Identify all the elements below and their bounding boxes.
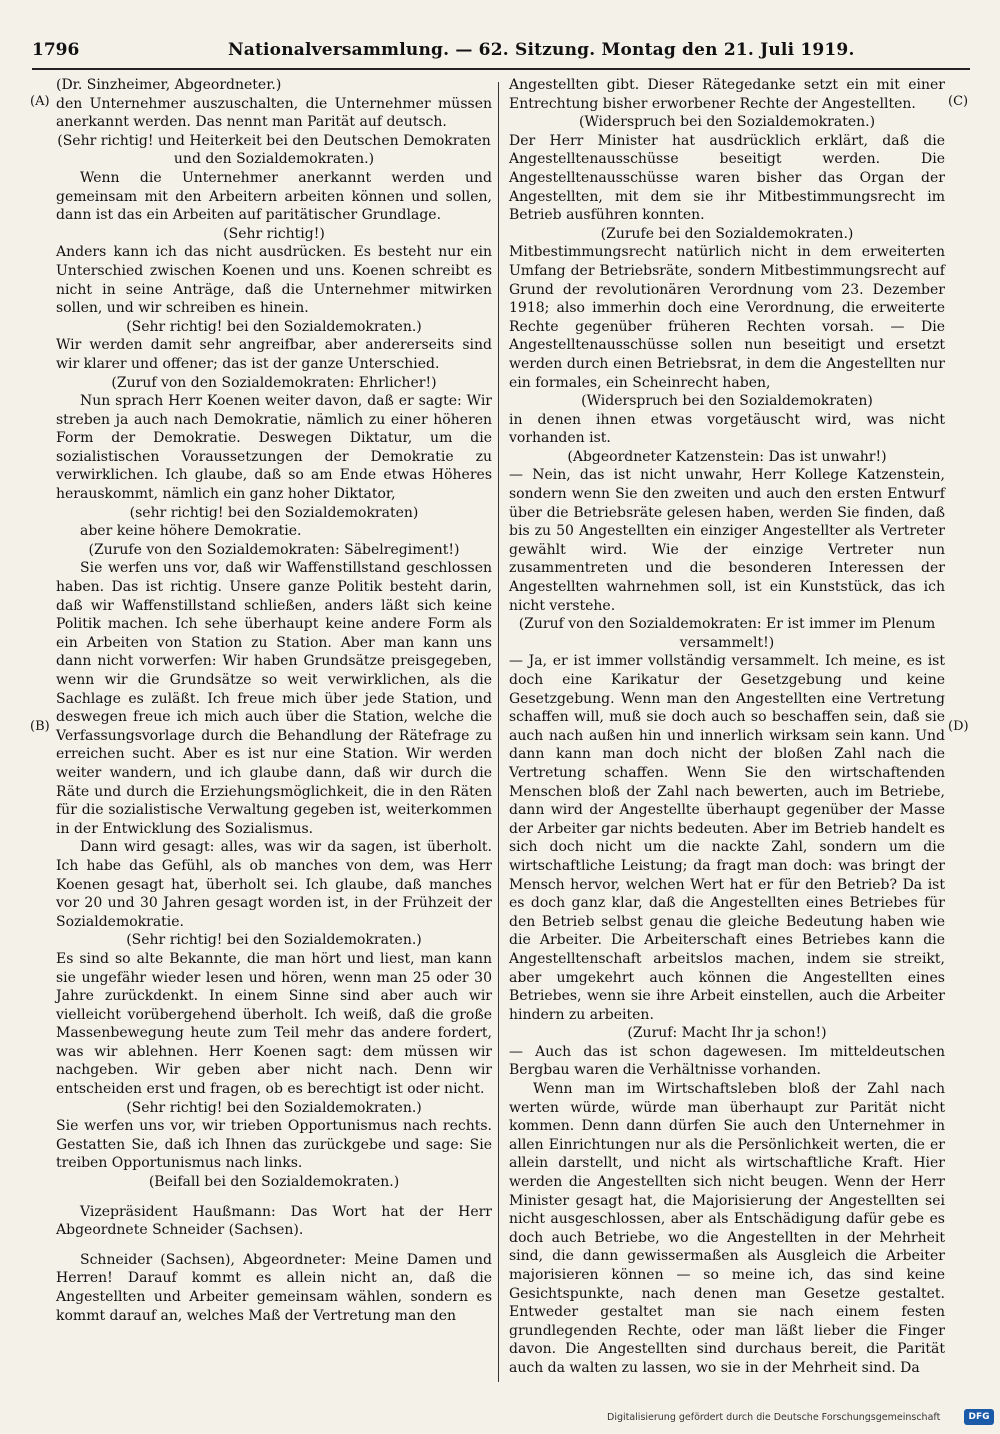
paragraph: — Ja, er ist immer vollständig versammelt. Ich meine, es ist doch eine Karikatur der Gesetzgebung und keine Gesetzgebung. Wenn man den Angestellten eine Vertretung schaffen will, muß sie doch auch so beschaffen sein, daß sie auch nach außen hin und innerlich wirksam sein kann. Und dann kann man doch nicht der bloßen Zahl nach die Vertretung schaffen. Wenn Sie den wirtschaftenden Menschen bloß der Zahl nach bewerten, auch im Betriebe, dann wird der Angestellte überhaupt gegenüber der Masse der Arbeiter gar nichts bedeuten. Aber im Betrieb handelt es sich doch nicht um die nackte Zahl, sondern um die wirtschaftliche Leistung; da fragt man doch: was bringt der Mensch hervor, welchen Wert hat er für den Betrieb? Da ist es doch ganz klar, daß die Angestellten eines Betriebes für den Betrieb selbst genau die gleiche Bedeutung haben wie die Arbeiter. Die Arbeiterschaft eines Betriebes kann die Angestelltenschaft arbeitslos machen, indem sie streikt, aber umgekehrt auch können die Angestellten eines Betriebes, wenn sie ihre Arbeit einstellen, auch die Arbeiter hindern zu arbeiten. <box>509 653 945 1023</box>
paragraph: Sie werfen uns vor, wir trieben Opportunismus nach rechts. Gestatten Sie, daß ich Ihnen das zurückgebe und sage: Sie treiben Opportunismus nach links. <box>56 1118 492 1172</box>
paragraph: — Nein, das ist nicht unwahr, Herr Kollege Katzenstein, sondern wenn Sie den zweiten und auch den ersten Entwurf über die Betriebsräte gelesen haben, werden Sie finden, daß bis zu 50 Angestellten ein einziger Angestellter als Vertreter gewählt wird. Wie der einzige Vertreter nun zusammentreten und die besonderen Interessen der Angestellten wahrnehmen soll, ist ein Kunststück, das ich nicht verstehe. <box>509 467 945 614</box>
interjection: (Beifall bei den Sozialdemokraten.) <box>148 1174 400 1191</box>
paragraph: (Dr. Sinzheimer, Abgeordneter.) <box>56 77 282 93</box>
paragraph: Anders kann ich das nicht ausdrücken. Es besteht nur ein Unterschied zwischen Koenen und uns. Koenen schreibt es nicht in seine Anträge, daß die Unternehmer mitwirken sollen, und wir schreiben es hinein. <box>56 244 492 317</box>
paragraph: — Auch das ist schon dagewesen. Im mitteldeutschen Bergbau waren die Verhältnisse vorhanden. <box>509 1043 945 1079</box>
interjection: (Zuruf: Macht Ihr ja schon!) <box>627 1025 827 1042</box>
paragraph: Nun sprach Herr Koenen weiter davon, daß er sagte: Wir streben ja auch nach Demokratie, nämlich zu einer höheren Form der Demokratie. Deswegen Diktatur, um die sozialistischen Voraussetzungen der Demokratie zu verwirklichen. Ich glaube, daß so am Ende etwas Höheres herauskommt, nämlich ein ganz hoher Diktator, <box>56 393 492 503</box>
interjection: (Zurufe bei den Sozialdemokraten.) <box>600 225 854 242</box>
column-divider <box>498 82 499 1382</box>
margin-mark-d: (D) <box>948 719 969 734</box>
right-column <box>509 76 945 1378</box>
paragraph: Wenn man im Wirtschaftsleben bloß der Zahl nach werten würde, würde man überhaupt zur Parität nicht kommen. Denn dann dürfen Sie auch den Unternehmer in allen Einrichtungen nur als die Persönlichkeit werten, die er allein darstellt, und nicht als wirtschaftliche Kraft. Hier werden die Angestellten sich nicht beugen. Wenn der Herr Minister gesagt hat, die Majorisierung der Angestellten sei nicht ausgeschlossen, aber als Entschädigung dafür gebe es doch auch Betriebe, wo die Angestellten in der Mehrheit sind, die dann gewissermaßen als Ausgleich die Arbeiter majorisieren können — so meine ich, das sind keine Gesichtspunkte, nach denen man Gesetze gestaltet. Entweder gestaltet man sie nach einem festen grundlegenden Rechte, oder man läßt lieber die Finger davon. Die Angestellten sind durchaus bereit, die Parität auch da walten zu lassen, wo sie in der Mehrheit sind. Da <box>509 1081 945 1376</box>
paragraph: Schneider (Sachsen), Abgeordneter: Meine Damen und Herren! Darauf kommt es allein nicht an, daß die Angestellten und Arbeiter gemeinsam wählen, sondern es kommt darauf an, welches Maß der Vertretung man den <box>56 1251 492 1324</box>
interjection: (Sehr richtig! bei den Sozialdemokraten.) <box>126 932 422 949</box>
dfg-credit: Digitalisierung gefördert durch die Deutsche Forschungsgemeinschaft <box>607 1412 941 1423</box>
header-rule <box>32 68 970 70</box>
paragraph: Sie werfen uns vor, daß wir Waffenstillstand geschlossen haben. Das ist richtig. Unsere ganze Politik besteht darin, daß wir Waffenstillstand schließen, anders läßt sich keine Politik machen. Ich sehe überhaupt keine andere Form als ein Arbeiten von Station zu Station. Aber man kann uns dann nicht vorwerfen: Wir haben Grundsätze preisgegeben, wenn wir die Grundsätze so weit verwirklichen, als die Sachlage es zuläßt. Ich freue mich über jede Station, und deswegen freue ich mich auch über die Station, welche die Verfassungsvorlage durch die Behandlung der Rätefrage zu erreichen sucht. Aber es ist nur eine Station. Wir werden weiter wandern, und ich glaube dann, daß wir durch die Räte und durch die Erziehungsmöglichkeit, die in den Räten für die sozialistische Verwaltung gegeben ist, weiterkommen in der Entwicklung des Sozialismus. <box>56 560 492 837</box>
interjection: (Zuruf von den Sozialdemokraten: Er ist immer im Plenum versammelt!) <box>518 616 936 651</box>
interjection: (Sehr richtig!) <box>223 225 325 242</box>
left-column <box>56 76 492 1325</box>
paragraph: Wenn die Unternehmer anerkannt werden und gemeinsam mit den Arbeitern arbeiten können und sollen, dann ist das ein Arbeiten auf paritätischer Grundlage. <box>56 169 492 224</box>
paragraph: Der Herr Minister hat ausdrücklich erklärt, daß die Angestelltenausschüsse beseitigt werden. Die Angestelltenausschüsse waren bisher das Organ der Angestellten, mit dem sie ihr Mitbestimmungsrecht im Betrieb ausführen konnten. <box>509 132 945 224</box>
interjection: (Sehr richtig! bei den Sozialdemokraten.) <box>126 1099 422 1116</box>
paragraph: Es sind so alte Bekannte, die man hört und liest, man kann sie ungefähr wieder lesen und hören, wenn man 25 oder 30 Jahre zurückdenkt. In einem Sinne sind aber auch wir vielleicht vorübergehend überholt. Ich weiß, daß die große Massenbewegung heute zum Teil mehr das andere fordert, was wir ablehnen. Herr Koenen sagt: dem müssen wir nachgeben. Wir geben aber nicht nach. Denn wir entscheiden erst und fragen, ob es berechtigt ist oder nicht. <box>56 950 492 1098</box>
running-title: Nationalversammlung. — 62. Sitzung. Montag den 21. Juli 1919. <box>228 40 855 60</box>
interjection: (Zurufe von den Sozialdemokraten: Säbelregiment!) <box>88 541 460 558</box>
interjection: (Widerspruch bei den Sozialdemokraten.) <box>578 114 876 131</box>
interjection: (Widerspruch bei den Sozialdemokraten) <box>581 393 873 410</box>
margin-mark-a: (A) <box>30 94 50 109</box>
dfg-logo: DFG <box>964 1409 994 1425</box>
paragraph: Mitbestimmungsrecht natürlich nicht in dem erweiterten Umfang der Betriebsräte, sondern Mitbestimmungsrecht auf Grund der revolutionären Verordnung vom 23. Dezember 1918; also immerhin doch eine Verordnung, die erweiterte Rechte gegenüber früheren Rechten vorsah. — Die Angestelltenausschüsse sollen nun beseitigt und ersetzt werden durch einen Betriebsrat, in dem die Angestellten nur ein formales, ein Scheinrecht haben, <box>509 244 945 391</box>
paragraph: in denen ihnen etwas vorgetäuscht wird, was nicht vorhanden ist. <box>509 411 945 447</box>
interjection: (Sehr richtig! bei den Sozialdemokraten.) <box>126 318 422 335</box>
interjection: (Abgeordneter Katzenstein: Das ist unwahr!) <box>567 448 887 465</box>
page-number: 1796 <box>32 40 80 60</box>
margin-mark-c: (C) <box>948 94 969 109</box>
paragraph: den Unternehmer auszuschalten, die Unternehmer müssen anerkannt werden. Das nennt man Parität auf deutsch. <box>56 95 492 131</box>
page-header <box>32 40 970 66</box>
interjection: (sehr richtig! bei den Sozialdemokraten) <box>129 504 419 521</box>
paragraph: Angestellten gibt. Dieser Rätegedanke setzt ein mit einer Entrechtung bisher erworbener Rechte der Angestellten. <box>509 77 945 112</box>
paragraph: Dann wird gesagt: alles, was wir da sagen, ist überholt. Ich habe das Gefühl, als ob manches von dem, was Herr Koenen gesagt hat, überholt sei. Ich glaube, daß manches vor 20 und 30 Jahren gesagt worden ist, in der Frühzeit der Sozialdemokratie. <box>56 839 492 930</box>
paragraph: aber keine höhere Demokratie. <box>80 523 302 540</box>
margin-mark-b: (B) <box>30 719 50 734</box>
paragraph: Wir werden damit sehr angreifbar, aber andererseits sind wir klarer und offener; das ist der ganze Unterschied. <box>56 337 492 372</box>
paragraph: Vizepräsident Haußmann: Das Wort hat der Herr Abgeordnete Schneider (Sachsen). <box>56 1203 492 1239</box>
interjection: (Sehr richtig! und Heiterkeit bei den Deutschen Demokraten und den Sozialdemokraten.) <box>57 132 491 168</box>
interjection: (Zuruf von den Sozialdemokraten: Ehrlicher!) <box>111 374 437 391</box>
